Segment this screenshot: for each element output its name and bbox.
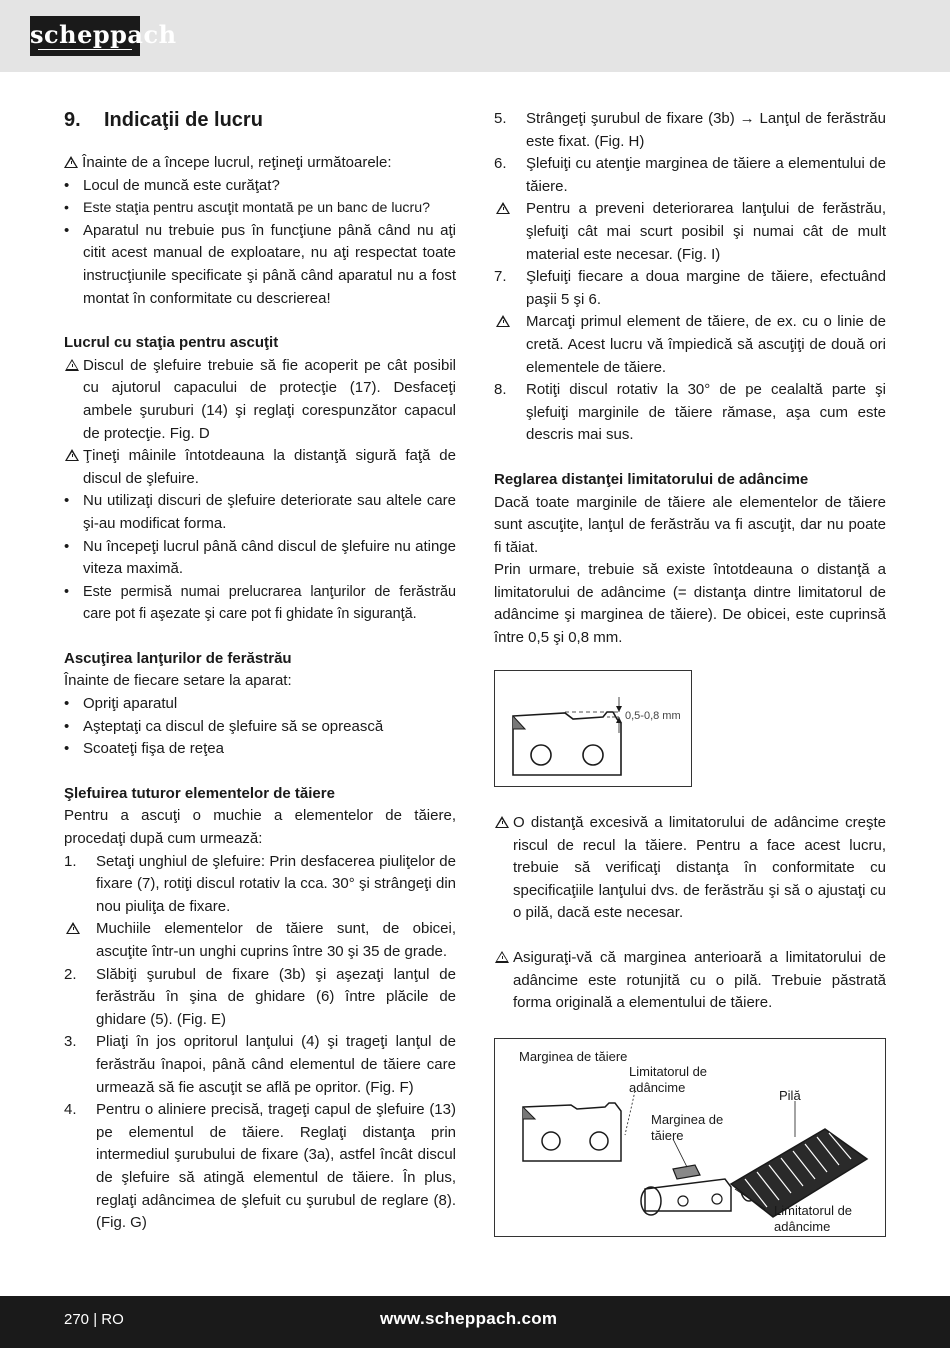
warning-item: Asiguraţi-vă că marginea anterioară a limitatorului de adâncime este rotunjită cu o pilă. Trebuie păstrată forma originală a elementului de tăiere. xyxy=(494,947,886,1015)
section-number: 9. xyxy=(64,109,81,131)
step-1-warning: Muchiile elementelor de tăiere sunt, de obicei, ascuţite într-un unghi cuprins între 30 şi 35 de grade. xyxy=(64,918,456,963)
fig2-label-limiter-a: Limitatorul de xyxy=(629,1064,708,1079)
fig2-label-edge2-b: tăiere xyxy=(651,1128,684,1143)
warning-icon xyxy=(496,202,510,214)
intro-warning: Înainte de a începe lucrul, reţineţi următoarele: xyxy=(64,152,456,175)
header-bar xyxy=(0,0,950,72)
scheppach-logo xyxy=(30,16,177,56)
fig2-label-limiter2-b: adâncime xyxy=(774,1219,831,1234)
grind-intro: Pentru a ascuţi o muchie a elementelor de tăiere, procedaţi după cum urmează: xyxy=(64,807,456,848)
list-item: • Opriţi aparatul xyxy=(64,695,178,713)
depth-paragraph-2: Prin urmare, trebuie să existe întotdeauna o distanţă a limitatorului de adâncime (= distanţa dintre limitatorul de adâncime şi marginea de tăiere). De obicei, este cuprinsă între 0,5 şi 0,8 mm. xyxy=(494,561,886,647)
list-item: • Nu începeţi lucrul până când discul de şlefuire nu atinge viteza maximă. xyxy=(64,537,456,578)
page-number: 270 | RO xyxy=(64,1311,124,1328)
step-6: 6. Şlefuiţi cu atenţie marginea de tăiere a elementului de tăiere. xyxy=(494,155,886,195)
warning-icon xyxy=(496,315,510,327)
brand-text: scheppach xyxy=(30,20,177,49)
warning-icon xyxy=(64,156,78,168)
step-6-warning: Pentru a preveni deteriorarea lanţului de ferăstrău, şlefuiţi cât mai scurt posibil şi numai cât de mult material este necesar. (Fig. I) xyxy=(494,198,886,266)
list-item: • Este staţia pentru ascuţit montată pe un banc de lucru? xyxy=(64,200,431,217)
step-7-warning: Marcaţi primul element de tăiere, de ex. cu o linie de cretă. Acest lucru vă împiedică să ascuţiţi de două ori elementele de tăiere. xyxy=(494,311,886,379)
subheading-chains: Ascuţirea lanţurilor de ferăstrău xyxy=(64,649,292,667)
fig2-label-edge2-a: Marginea de xyxy=(651,1112,724,1127)
footer-bar xyxy=(0,1296,950,1348)
step-2: 2. Slăbiţi şurubul de fixare (3b) şi aşezaţi lanţul de ferăstrău în şina de ghidare (6) între plăcile de ghidare (5). (Fig. E) xyxy=(64,965,456,1028)
fig1-distance-label: 0,5-0,8 mm xyxy=(625,710,681,722)
section-title xyxy=(64,108,456,132)
warning-icon xyxy=(66,922,80,934)
list-item: • Aşteptaţi ca discul de şlefuire să se oprească xyxy=(64,717,384,735)
warning-item: Ţineţi mâinile întotdeauna la distanţă sigură faţă de discul de şlefuire. xyxy=(64,445,456,490)
fig2-label-limiter-b: adâncime xyxy=(629,1080,686,1095)
depth-warnings xyxy=(494,812,886,1015)
right-column xyxy=(494,108,886,650)
fig2-label-limiter2-a: Limitatorul de xyxy=(774,1203,853,1218)
list-item: • Scoateţi fişa de reţea xyxy=(64,740,224,758)
warning-item: O distanţă excesivă a limitatorului de adâncime creşte riscul de recul la tăiere. Pentru a face acest lucru, trebuie să verificaţi distanţa în conformitate cu specificaţiile lanţului dvs. de ferăstrău şi să o ajustaţi cu o pilă, dacă este necesar. xyxy=(494,812,886,925)
step-8: 8. Rotiţi discul rotativ la 30° de pe cealaltă parte şi şlefuiţi marginile de tăiere rămase, aşa cum este descris mai sus. xyxy=(494,381,886,444)
step-5: 5. Strângeţi şurubul de fixare (3b) → Lanţul de ferăstrău este fixat. (Fig. H) xyxy=(494,110,886,150)
depth-paragraph-1: Dacă toate marginile de tăiere ale elementelor de tăiere sunt ascuţite, lanţul de ferăstrău va fi ascuţit, dar nu poate fi tăiat. xyxy=(494,493,886,556)
list-item: • Nu utilizaţi discuri de şlefuire deteriorate sau altele care şi-au modificat forma. xyxy=(64,492,456,532)
fig2-label-file: Pilă xyxy=(779,1088,801,1103)
figure-depth-distance xyxy=(494,670,692,787)
list-item: • Locul de muncă este curăţat? xyxy=(64,176,280,194)
chains-intro: Înainte de fiecare setare la aparat: xyxy=(64,672,292,690)
warning-item: Discul de şlefuire trebuie să fie acoperit pe cât posibil cu ajutorul capacului de protecţie (17). Desfaceţi ambele şuruburi (14) şi reglaţi corespunzător capacul de protecţie. Fig. D xyxy=(64,355,456,445)
warning-icon xyxy=(65,449,79,461)
warning-icon xyxy=(65,359,79,371)
subheading-station: Lucrul cu staţia pentru ascuţit xyxy=(64,334,279,352)
list-item: • Este permisă numai prelucrarea lanţurilor de ferăstrău care pot fi aşezate şi care pot fi ghidate în siguranţă. xyxy=(64,583,456,623)
left-column xyxy=(64,108,456,1235)
step-7: 7. Şlefuiţi fiecare a doua margine de tăiere, efectuând paşii 5 şi 6. xyxy=(494,268,886,308)
chain-tooth-diagram xyxy=(495,671,691,786)
step-3: 3. Pliaţi în jos opritorul lanţului (4) şi trageţi lanţul de ferăstrău înapoi, până când elementul de tăiere care urmează să fie ascuţit se află pe opritor. (Fig. F) xyxy=(64,1033,456,1096)
section-heading: Indicaţii de lucru xyxy=(104,109,263,131)
fig2-label-cutting-edge: Marginea de tăiere xyxy=(519,1049,628,1064)
website-link[interactable]: www.scheppach.com xyxy=(380,1309,558,1328)
warning-icon xyxy=(495,951,509,963)
subheading-depth: Reglarea distanţei limitatorului de adâncime xyxy=(494,470,809,488)
step-1: 1. Setaţi unghiul de şlefuire: Prin desfacerea piuliţelor de fixare (7), rotiţi discul rotativ la cca. 30° şi strângeţi din nou piuliţa de fixare. xyxy=(64,852,456,915)
warning-icon xyxy=(495,816,509,828)
figure-file-limiter xyxy=(494,1038,886,1237)
step-4: 4. Pentru o aliniere precisă, trageţi capul de şlefuire (13) pe elementul de tăiere. Reglaţi distanţa prin intermediul şurubului de fixare (3a), astfel încât discul de şlefuire să atingă elementul de tăiere. În plus, reglaţi adâncimea de şlefuit cu şurubul de reglare (8). (Fig. G) xyxy=(64,1101,456,1232)
list-item: • Aparatul nu trebuie pus în funcţiune până când nu aţi citit acest manual de exploatare, nu aţi respectat toate instrucţiunile specificate şi până când aparatul nu a fost montat în conformitate cu descrierea! xyxy=(64,221,456,307)
subheading-grind: Şlefuirea tuturor elementelor de tăiere xyxy=(64,784,335,802)
